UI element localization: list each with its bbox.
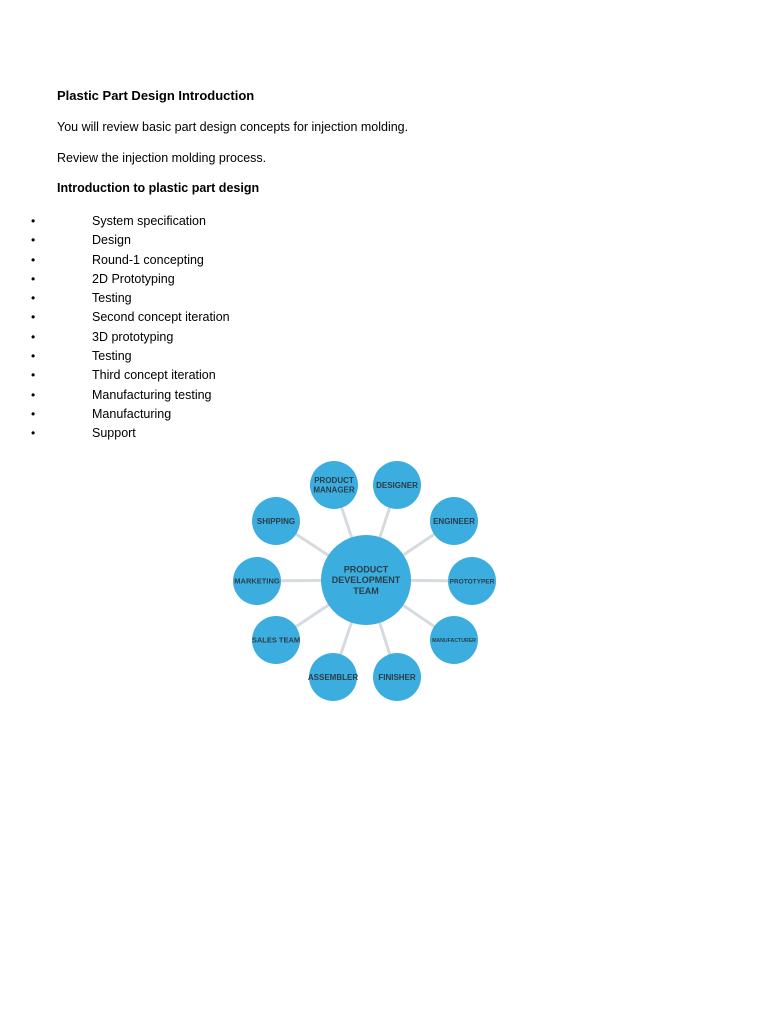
role-node (373, 653, 421, 701)
role-label-line: MARKETING (234, 576, 280, 586)
bullet-text: Support (92, 426, 136, 441)
role-label-line: MANUFACTURER (432, 637, 476, 644)
role-label-line: SALES TEAM (251, 635, 301, 645)
role-label-line: PRODUCT (314, 476, 354, 485)
role-label-line: MANAGER (313, 485, 355, 495)
bullet-icon: • (31, 214, 36, 228)
role-node (373, 461, 421, 509)
bullet-icon: • (31, 406, 36, 421)
section-heading: Introduction to plastic part design (57, 181, 260, 195)
role-label (432, 638, 476, 644)
role-label (376, 481, 418, 490)
role-label (308, 673, 358, 682)
bullet-icon: • (31, 426, 36, 441)
role-label-line: PROTOTYPER (449, 578, 495, 586)
role-label (378, 673, 416, 682)
bullet-text: Manufacturing (92, 406, 172, 421)
role-label (450, 578, 495, 585)
bullet-text: Testing (92, 291, 132, 306)
bullet-icon: • (31, 310, 36, 325)
center-label-line: TEAM (353, 585, 379, 596)
team-diagram-graphic (222, 452, 514, 714)
bullet-text: Design (92, 233, 131, 248)
role-label-line: DESIGNER (376, 480, 418, 490)
bullet-icon: • (31, 271, 36, 286)
bullet-icon: • (31, 329, 36, 344)
bullet-text: Third concept iteration (92, 368, 216, 383)
bullet-text: Round-1 concepting (92, 252, 204, 267)
intro-paragraph: You will review basic part design concepts for injection molding. (57, 120, 409, 134)
bullet-text: 3D prototyping (92, 329, 174, 344)
review-paragraph: Review the injection molding process. (57, 151, 267, 165)
bullet-icon: • (31, 233, 36, 248)
role-label-line: SHIPPING (256, 516, 296, 526)
role-node (310, 461, 358, 509)
bullet-icon: • (31, 387, 36, 402)
role-node (430, 497, 478, 545)
role-node (252, 497, 300, 545)
bullet-text: Manufacturing testing (92, 387, 212, 402)
role-node (448, 557, 496, 605)
role-node (252, 616, 300, 664)
bullet-icon: • (31, 368, 36, 383)
role-label-line: ASSEMBLER (307, 672, 359, 682)
bullet-text: 2D Prototyping (92, 271, 175, 286)
role-label-line: ENGINEER (433, 516, 475, 526)
role-label (433, 517, 475, 526)
role-label (257, 517, 295, 526)
role-node (233, 557, 281, 605)
center-node (321, 535, 411, 625)
document-title: Plastic Part Design Introduction (57, 88, 255, 103)
bullet-icon: • (31, 291, 36, 306)
center-label-line: PRODUCT (343, 564, 389, 575)
bullet-text: Testing (92, 349, 132, 364)
bullet-icon: • (31, 252, 36, 267)
bullet-text: System specification (92, 214, 206, 228)
bullet-icon: • (31, 349, 36, 364)
role-label (252, 636, 300, 645)
bullet-text: Second concept iteration (92, 310, 230, 325)
team-diagram (222, 452, 514, 714)
role-label (313, 476, 355, 495)
role-node (430, 616, 478, 664)
role-node (308, 653, 358, 701)
center-label-line: DEVELOPMENT (331, 575, 401, 586)
role-label (234, 577, 280, 586)
role-label-line: FINISHER (378, 672, 416, 682)
